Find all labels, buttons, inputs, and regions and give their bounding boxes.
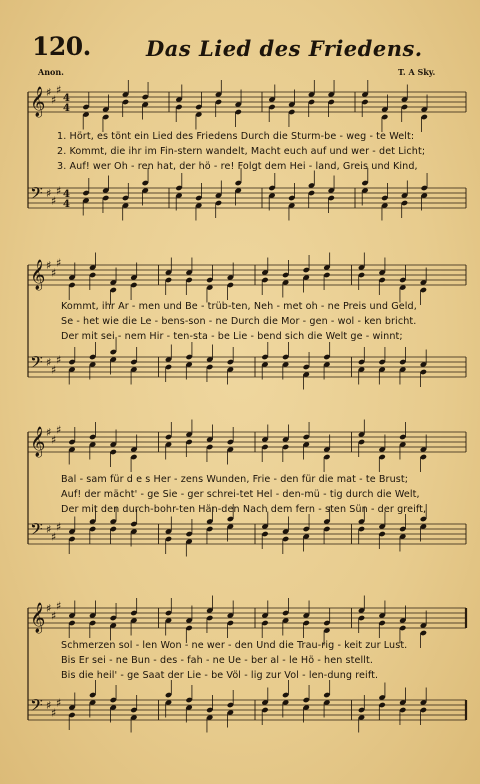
music-system-1 — [0, 80, 480, 230]
sharp-sign-icon: ♯ — [51, 433, 57, 447]
lyric-line: Se - het wie die Le - bens-son - ne Durch die Mor - gen - wol - ken bricht. — [61, 316, 417, 327]
bass-clef-icon: 𝄢 — [30, 519, 43, 543]
treble-clef-icon: 𝄞 — [30, 260, 46, 290]
time-signature: 4 — [63, 199, 70, 210]
music-system-2 — [0, 247, 480, 397]
sharp-sign-icon: ♯ — [46, 602, 52, 615]
lyric-line: Bis die heil' - ge Saat der Lie - be Völ - lig zur Vol - len-dung reift. — [61, 670, 379, 681]
lyric-line: 1. Hört, es tönt ein Lied des Friedens Durch die Sturm-be - weg - te Welt: — [57, 131, 415, 142]
bass-clef-icon: 𝄢 — [30, 695, 43, 719]
sharp-sign-icon: ♯ — [51, 194, 57, 208]
sharp-sign-icon: ♯ — [56, 696, 62, 710]
sharp-sign-icon: ♯ — [56, 599, 62, 613]
sharp-sign-icon: ♯ — [56, 83, 62, 97]
lyric-line: Auf! der mächt' - ge Sie - ger schrei-tet Hel - den-mü - tig durch die Welt, — [61, 489, 420, 500]
sharp-sign-icon: ♯ — [51, 706, 57, 720]
time-signature: 4 — [63, 103, 70, 114]
lyric-line: Kommt, ihr Ar - men und Be - trüb-ten, Neh - met oh - ne Preis und Geld, — [61, 301, 417, 312]
lyric-line: 2. Kommt, die ihr im Fin-stern wandelt, Macht euch auf und wer - det Licht; — [57, 146, 426, 157]
music-system-3 — [0, 414, 480, 564]
sharp-sign-icon: ♯ — [51, 93, 57, 107]
sharp-sign-icon: ♯ — [46, 523, 52, 536]
sharp-sign-icon: ♯ — [46, 356, 52, 369]
sharp-sign-icon: ♯ — [46, 259, 52, 272]
sharp-sign-icon: ♯ — [46, 86, 52, 99]
sharp-sign-icon: ♯ — [56, 353, 62, 367]
hymn-number: 120. — [32, 32, 91, 61]
treble-clef-icon: 𝄞 — [30, 87, 46, 117]
sharp-sign-icon: ♯ — [51, 609, 57, 623]
hymn-title: Das Lied des Friedens. — [146, 36, 423, 61]
lyric-line: Schmerzen sol - len Won - ne wer - den Und die Trau-rig - keit zur Lust. — [61, 640, 408, 651]
arranger-credit: T. A Sky. — [398, 67, 436, 77]
sharp-sign-icon: ♯ — [51, 530, 57, 544]
bass-clef-icon: 𝄢 — [30, 183, 43, 207]
treble-clef-icon: 𝄞 — [30, 603, 46, 633]
bass-clef-icon: 𝄢 — [30, 352, 43, 376]
sharp-sign-icon: ♯ — [56, 256, 62, 270]
lyric-line: Bal - sam für d e s Her - zens Wunden, Frie - den für die mat - te Brust; — [61, 474, 409, 485]
sharp-sign-icon: ♯ — [46, 699, 52, 712]
music-system-4 — [0, 590, 480, 740]
sharp-sign-icon: ♯ — [51, 266, 57, 280]
lyric-line: Bis Er sei - ne Bun - des - fah - ne Ue - ber al - le Hö - hen stellt. — [61, 655, 374, 666]
lyric-line: 3. Auf! wer Oh - ren hat, der hö - re! Folgt dem Hei - land, Greis und Kind, — [57, 161, 418, 172]
lyric-line: Der mit den durch-bohr-ten Hän-den Nach dem fern - sten Sün - der greift, — [61, 504, 427, 515]
composer-credit: Anon. — [38, 67, 64, 77]
sharp-sign-icon: ♯ — [51, 363, 57, 377]
sharp-sign-icon: ♯ — [56, 423, 62, 437]
time-signature: 4 — [63, 189, 70, 200]
sharp-sign-icon: ♯ — [46, 426, 52, 439]
sharp-sign-icon: ♯ — [56, 184, 62, 198]
lyric-line: Der mit sei - nem Hir - ten-sta - be Lie - bend sich die Welt ge - winnt; — [61, 331, 403, 342]
time-signature: 4 — [63, 93, 70, 104]
sharp-sign-icon: ♯ — [46, 187, 52, 200]
treble-clef-icon: 𝄞 — [30, 427, 46, 457]
sharp-sign-icon: ♯ — [56, 520, 62, 534]
